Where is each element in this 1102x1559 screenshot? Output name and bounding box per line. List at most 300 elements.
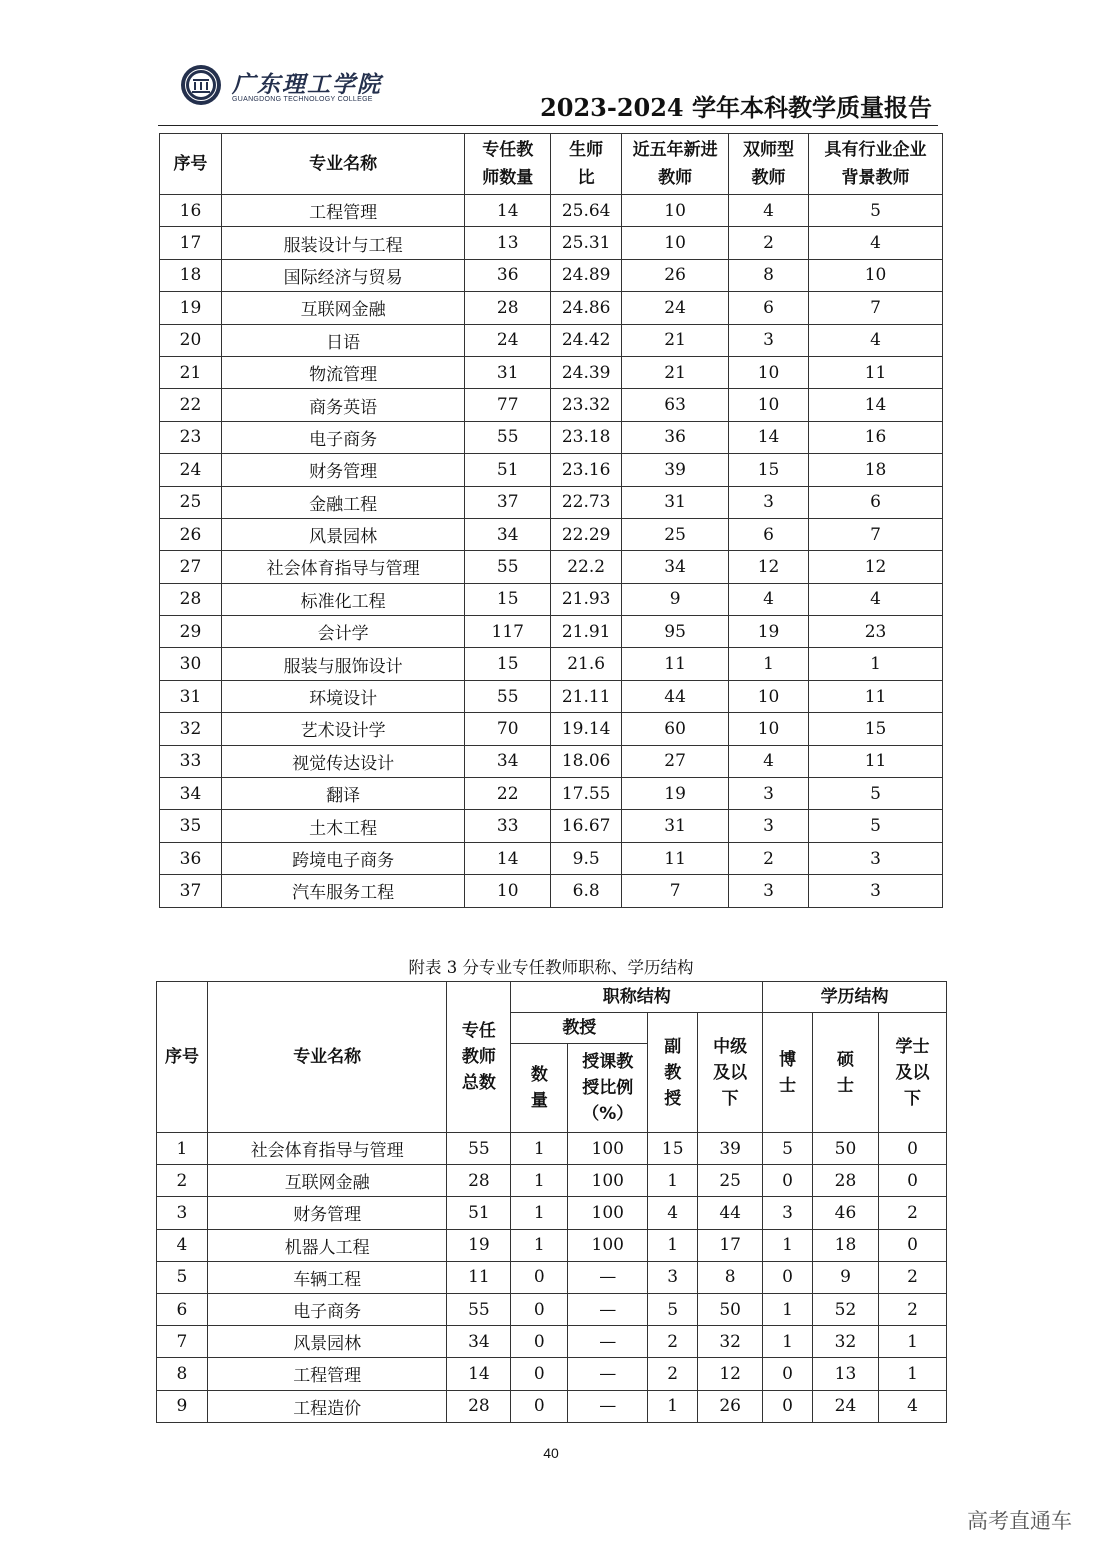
table-row xyxy=(160,778,943,810)
table-cell: 9 xyxy=(157,1390,208,1422)
major-name-cell: 风景园林 xyxy=(207,1326,447,1358)
table-cell: 23.18 xyxy=(551,421,622,453)
table-row xyxy=(157,1133,947,1165)
table-cell: 0 xyxy=(511,1358,568,1390)
table-cell: 28 xyxy=(160,583,222,615)
table-cell: 31 xyxy=(160,680,222,712)
table-cell: 0 xyxy=(511,1390,568,1422)
table-cell: 24.89 xyxy=(551,259,622,291)
table-cell: 0 xyxy=(511,1261,568,1293)
table-cell: 14 xyxy=(809,389,943,421)
major-name-cell: 电子商务 xyxy=(221,421,464,453)
major-name-cell: 风景园林 xyxy=(221,518,464,550)
table-row xyxy=(160,259,943,291)
table-row xyxy=(160,292,943,324)
table-cell: 4 xyxy=(729,195,809,227)
table-cell: 16 xyxy=(160,195,222,227)
table-cell: 16.67 xyxy=(551,810,622,842)
table-cell: 33 xyxy=(160,745,222,777)
table-cell: 3 xyxy=(157,1197,208,1229)
major-name-cell: 商务英语 xyxy=(221,389,464,421)
table-cell: 3 xyxy=(729,875,809,907)
table-cell: 2 xyxy=(648,1326,698,1358)
table-cell: 0 xyxy=(763,1261,813,1293)
table-cell: 3 xyxy=(729,324,809,356)
table-cell: 0 xyxy=(763,1390,813,1422)
table-row xyxy=(160,389,943,421)
table-cell: 15 xyxy=(809,713,943,745)
table-cell: 60 xyxy=(622,713,729,745)
table-cell: 55 xyxy=(465,421,551,453)
table-cell: 10 xyxy=(729,389,809,421)
table-cell: 7 xyxy=(809,518,943,550)
table-cell: 24.39 xyxy=(551,356,622,388)
table-cell: 3 xyxy=(809,842,943,874)
table-cell: 0 xyxy=(511,1326,568,1358)
table-cell: 19 xyxy=(160,292,222,324)
table-cell: — xyxy=(568,1261,648,1293)
table-cell: 31 xyxy=(465,356,551,388)
table-cell: 26 xyxy=(160,518,222,550)
table-row xyxy=(157,1165,947,1197)
table-cell: 25.31 xyxy=(551,227,622,259)
table-cell: 51 xyxy=(465,454,551,486)
table-cell: 34 xyxy=(622,551,729,583)
table-cell: 23 xyxy=(809,616,943,648)
table-cell: 30 xyxy=(160,648,222,680)
table-caption: 附表 3 分专业专任教师职称、学历结构 xyxy=(408,958,694,977)
table-cell: 32 xyxy=(813,1326,879,1358)
table-cell: 12 xyxy=(809,551,943,583)
header-student-teacher-ratio: 生师比 xyxy=(551,134,622,195)
header-industry-background: 具有行业企业背景教师 xyxy=(809,134,943,195)
table-cell: 1 xyxy=(809,648,943,680)
table-cell: 8 xyxy=(729,259,809,291)
table-cell: 55 xyxy=(447,1293,511,1325)
table-cell: 34 xyxy=(447,1326,511,1358)
major-name-cell: 车辆工程 xyxy=(207,1261,447,1293)
table-cell: 6 xyxy=(729,292,809,324)
major-name-cell: 跨境电子商务 xyxy=(221,842,464,874)
table-cell: 44 xyxy=(622,680,729,712)
table-row xyxy=(160,324,943,356)
table-cell: 11 xyxy=(809,680,943,712)
table-cell: 14 xyxy=(465,842,551,874)
table-cell: 19 xyxy=(622,778,729,810)
table-cell: 31 xyxy=(622,810,729,842)
header-professor-count: 数量 xyxy=(511,1044,568,1133)
table-cell: 2 xyxy=(648,1358,698,1390)
table-cell: 29 xyxy=(160,616,222,648)
table-row xyxy=(160,875,943,907)
table-cell: 25 xyxy=(160,486,222,518)
table-cell: 95 xyxy=(622,616,729,648)
table-cell: 1 xyxy=(511,1165,568,1197)
table-cell: 17.55 xyxy=(551,778,622,810)
logo-chinese-name: 广东理工学院 xyxy=(232,71,382,98)
table-cell: 21.11 xyxy=(551,680,622,712)
header-index: 序号 xyxy=(160,134,222,195)
major-name-cell: 财务管理 xyxy=(207,1197,447,1229)
table-cell: 1 xyxy=(648,1229,698,1261)
header-major: 专业名称 xyxy=(221,134,464,195)
header-divider xyxy=(158,125,938,126)
table-cell: 24 xyxy=(813,1390,879,1422)
table-cell: 19.14 xyxy=(551,713,622,745)
teacher-stats-table xyxy=(159,133,943,908)
table-cell: 4 xyxy=(157,1229,208,1261)
table-cell: 4 xyxy=(809,227,943,259)
table-cell: 32 xyxy=(698,1326,763,1358)
table-cell: 2 xyxy=(878,1261,946,1293)
major-name-cell: 互联网金融 xyxy=(221,292,464,324)
table-cell: 35 xyxy=(160,810,222,842)
table-cell: 11 xyxy=(622,842,729,874)
table-cell: 10 xyxy=(622,227,729,259)
table-cell: 46 xyxy=(813,1197,879,1229)
table-row xyxy=(157,1197,947,1229)
header-degree-structure: 学历结构 xyxy=(763,982,947,1013)
table-cell: 32 xyxy=(160,713,222,745)
table-cell: 4 xyxy=(729,745,809,777)
table-cell: 6 xyxy=(809,486,943,518)
header-teacher-count: 专任教师数量 xyxy=(465,134,551,195)
table-header-row xyxy=(157,982,947,1013)
table-cell: 1 xyxy=(157,1133,208,1165)
table-cell: 34 xyxy=(160,778,222,810)
table-cell: 10 xyxy=(809,259,943,291)
major-name-cell: 会计学 xyxy=(221,616,464,648)
table-row xyxy=(160,745,943,777)
table-cell: 0 xyxy=(878,1165,946,1197)
table-cell: 17 xyxy=(698,1229,763,1261)
table-cell: 5 xyxy=(809,778,943,810)
table-cell: 33 xyxy=(465,810,551,842)
table-cell: 11 xyxy=(809,745,943,777)
table-row xyxy=(160,421,943,453)
table-cell: 10 xyxy=(729,680,809,712)
table-cell: 100 xyxy=(568,1197,648,1229)
table-cell: 25 xyxy=(622,518,729,550)
table-cell: 5 xyxy=(157,1261,208,1293)
table-cell: 55 xyxy=(465,680,551,712)
table-cell: 12 xyxy=(698,1358,763,1390)
major-name-cell: 金融工程 xyxy=(221,486,464,518)
watermark: 高考直通车 xyxy=(967,1509,1072,1533)
major-name-cell: 工程造价 xyxy=(207,1390,447,1422)
table-cell: 1 xyxy=(648,1390,698,1422)
table-row xyxy=(157,1229,947,1261)
table-cell: 0 xyxy=(878,1133,946,1165)
table-cell: 3 xyxy=(648,1261,698,1293)
table-cell: 2 xyxy=(878,1293,946,1325)
header-professor: 教授 xyxy=(511,1013,648,1044)
major-name-cell: 社会体育指导与管理 xyxy=(221,551,464,583)
table-cell: 6 xyxy=(729,518,809,550)
table-cell: 28 xyxy=(813,1165,879,1197)
table-cell: 5 xyxy=(809,195,943,227)
table-cell: 15 xyxy=(465,648,551,680)
table-cell: 4 xyxy=(878,1390,946,1422)
table-row xyxy=(160,227,943,259)
table-cell: 16 xyxy=(809,421,943,453)
table-cell: 1 xyxy=(511,1229,568,1261)
table-cell: 22 xyxy=(160,389,222,421)
table-cell: 25 xyxy=(698,1165,763,1197)
table-cell: 3 xyxy=(729,778,809,810)
table-row xyxy=(160,616,943,648)
table-cell: 0 xyxy=(763,1358,813,1390)
table-row xyxy=(160,518,943,550)
major-name-cell: 翻译 xyxy=(221,778,464,810)
major-name-cell: 财务管理 xyxy=(221,454,464,486)
table-cell: — xyxy=(568,1326,648,1358)
table-row xyxy=(157,1293,947,1325)
table-cell: 37 xyxy=(160,875,222,907)
table-row xyxy=(157,1390,947,1422)
table-row xyxy=(157,1261,947,1293)
table-cell: 14 xyxy=(465,195,551,227)
table-cell: 18 xyxy=(813,1229,879,1261)
table-cell: 8 xyxy=(698,1261,763,1293)
table-cell: 19 xyxy=(447,1229,511,1261)
table-cell: 36 xyxy=(622,421,729,453)
major-name-cell: 日语 xyxy=(221,324,464,356)
header-teaching-professor-ratio: 授课教授比例（%） xyxy=(568,1044,648,1133)
table-cell: 18.06 xyxy=(551,745,622,777)
table-cell: 3 xyxy=(729,810,809,842)
table-cell: 18 xyxy=(160,259,222,291)
table-cell: 1 xyxy=(729,648,809,680)
table-cell: 55 xyxy=(465,551,551,583)
header-total-teachers: 专任教师总数 xyxy=(447,982,511,1133)
table-cell: 5 xyxy=(648,1293,698,1325)
table-cell: 6 xyxy=(157,1293,208,1325)
table-row xyxy=(160,648,943,680)
major-name-cell: 服装与服饰设计 xyxy=(221,648,464,680)
table-row xyxy=(160,713,943,745)
table-cell: 1 xyxy=(878,1358,946,1390)
table-cell: 21 xyxy=(160,356,222,388)
header-title-structure: 职称结构 xyxy=(511,982,763,1013)
table-cell: 10 xyxy=(729,713,809,745)
table-cell: 3 xyxy=(729,486,809,518)
major-name-cell: 物流管理 xyxy=(221,356,464,388)
table-cell: — xyxy=(568,1358,648,1390)
table-cell: 34 xyxy=(465,745,551,777)
table-cell: 8 xyxy=(157,1358,208,1390)
table-cell: 100 xyxy=(568,1229,648,1261)
major-name-cell: 机器人工程 xyxy=(207,1229,447,1261)
header-mid-level-below: 中级及以下 xyxy=(698,1013,763,1133)
table-cell: 22.29 xyxy=(551,518,622,550)
major-name-cell: 互联网金融 xyxy=(207,1165,447,1197)
table-cell: 7 xyxy=(622,875,729,907)
table-cell: 10 xyxy=(622,195,729,227)
table-row xyxy=(160,583,943,615)
logo-english-name: GUANGDONG TECHNOLOGY COLLEGE xyxy=(232,96,373,103)
major-name-cell: 社会体育指导与管理 xyxy=(207,1133,447,1165)
table-cell: 36 xyxy=(465,259,551,291)
table-cell: 26 xyxy=(698,1390,763,1422)
table-row xyxy=(160,486,943,518)
table-cell: 1 xyxy=(511,1197,568,1229)
major-name-cell: 标准化工程 xyxy=(221,583,464,615)
table-cell: 15 xyxy=(465,583,551,615)
table-row xyxy=(160,842,943,874)
table-cell: 50 xyxy=(698,1293,763,1325)
table-cell: 21 xyxy=(622,356,729,388)
table-cell: 0 xyxy=(878,1229,946,1261)
table-cell: 51 xyxy=(447,1197,511,1229)
table-cell: 13 xyxy=(465,227,551,259)
table-cell: 28 xyxy=(447,1390,511,1422)
table-cell: 27 xyxy=(622,745,729,777)
header-bachelor-below: 学士及以下 xyxy=(878,1013,946,1133)
table-cell: 23 xyxy=(160,421,222,453)
table-cell: 23.16 xyxy=(551,454,622,486)
table-cell: 6.8 xyxy=(551,875,622,907)
table-cell: 4 xyxy=(809,583,943,615)
major-name-cell: 环境设计 xyxy=(221,680,464,712)
table-cell: 2 xyxy=(157,1165,208,1197)
table-cell: 9 xyxy=(622,583,729,615)
table-cell: 4 xyxy=(809,324,943,356)
table-cell: 1 xyxy=(763,1229,813,1261)
table-cell: 18 xyxy=(809,454,943,486)
header-index: 序号 xyxy=(157,982,208,1133)
table-cell: 24.42 xyxy=(551,324,622,356)
table-row xyxy=(160,454,943,486)
table-cell: 39 xyxy=(622,454,729,486)
table-cell: 11 xyxy=(447,1261,511,1293)
table-cell: 24 xyxy=(465,324,551,356)
table-cell: 22.2 xyxy=(551,551,622,583)
table-cell: 117 xyxy=(465,616,551,648)
table-cell: 34 xyxy=(465,518,551,550)
major-name-cell: 工程管理 xyxy=(221,195,464,227)
major-name-cell: 工程管理 xyxy=(207,1358,447,1390)
table-row xyxy=(157,1326,947,1358)
table-cell: — xyxy=(568,1293,648,1325)
table-cell: 23.32 xyxy=(551,389,622,421)
table-cell: 0 xyxy=(511,1293,568,1325)
table-row xyxy=(160,680,943,712)
table-cell: 3 xyxy=(809,875,943,907)
table-row xyxy=(157,1358,947,1390)
table-cell: 21.6 xyxy=(551,648,622,680)
table-cell: 19 xyxy=(729,616,809,648)
table-cell: 4 xyxy=(648,1197,698,1229)
table-cell: 25.64 xyxy=(551,195,622,227)
table-row xyxy=(160,810,943,842)
table-cell: 77 xyxy=(465,389,551,421)
major-name-cell: 视觉传达设计 xyxy=(221,745,464,777)
table-cell: 1 xyxy=(763,1293,813,1325)
header-dual-qualified: 双师型教师 xyxy=(729,134,809,195)
table-cell: 24 xyxy=(622,292,729,324)
table-cell: 28 xyxy=(447,1165,511,1197)
major-name-cell: 服装设计与工程 xyxy=(221,227,464,259)
table-cell: 63 xyxy=(622,389,729,421)
table-cell: 39 xyxy=(698,1133,763,1165)
table-cell: 27 xyxy=(160,551,222,583)
table-cell: 15 xyxy=(648,1133,698,1165)
table-cell: 1 xyxy=(878,1326,946,1358)
table-cell: 5 xyxy=(809,810,943,842)
table-cell: 55 xyxy=(447,1133,511,1165)
table-cell: 2 xyxy=(878,1197,946,1229)
table-cell: 13 xyxy=(813,1358,879,1390)
table-cell: 14 xyxy=(729,421,809,453)
header-phd: 博士 xyxy=(763,1013,813,1133)
table-cell: 22 xyxy=(465,778,551,810)
table-cell: 15 xyxy=(729,454,809,486)
major-name-cell: 艺术设计学 xyxy=(221,713,464,745)
table-cell: 50 xyxy=(813,1133,879,1165)
table-cell: 7 xyxy=(809,292,943,324)
table-cell: 14 xyxy=(447,1358,511,1390)
header-master: 硕士 xyxy=(813,1013,879,1133)
table-cell: 21.93 xyxy=(551,583,622,615)
table-cell: 2 xyxy=(729,227,809,259)
table-cell: 11 xyxy=(622,648,729,680)
table-body xyxy=(160,195,943,908)
table-cell: 22.73 xyxy=(551,486,622,518)
report-title: 2023-2024 学年本科教学质量报告 xyxy=(540,93,932,122)
table-cell: 5 xyxy=(763,1133,813,1165)
table-cell: 7 xyxy=(157,1326,208,1358)
table-cell: 2 xyxy=(729,842,809,874)
table-cell: 1 xyxy=(763,1326,813,1358)
table-cell: 10 xyxy=(729,356,809,388)
table-cell: 20 xyxy=(160,324,222,356)
table-row xyxy=(160,195,943,227)
table-cell: 9.5 xyxy=(551,842,622,874)
table-cell: 1 xyxy=(511,1133,568,1165)
major-name-cell: 汽车服务工程 xyxy=(221,875,464,907)
table-cell: 31 xyxy=(622,486,729,518)
page-header xyxy=(158,58,938,128)
header-major: 专业名称 xyxy=(207,982,447,1133)
table-cell: 17 xyxy=(160,227,222,259)
table-cell: 37 xyxy=(465,486,551,518)
header-associate-professor: 副教授 xyxy=(648,1013,698,1133)
table-cell: 70 xyxy=(465,713,551,745)
table-cell: 21 xyxy=(622,324,729,356)
table-cell: 24 xyxy=(160,454,222,486)
table-header-row xyxy=(160,134,943,195)
table-cell: 1 xyxy=(648,1165,698,1197)
table-cell: 26 xyxy=(622,259,729,291)
major-name-cell: 国际经济与贸易 xyxy=(221,259,464,291)
table-cell: — xyxy=(568,1390,648,1422)
table-cell: 9 xyxy=(813,1261,879,1293)
major-name-cell: 土木工程 xyxy=(221,810,464,842)
table-cell: 4 xyxy=(729,583,809,615)
table-cell: 36 xyxy=(160,842,222,874)
table-cell: 3 xyxy=(763,1197,813,1229)
table-cell: 44 xyxy=(698,1197,763,1229)
table-row xyxy=(160,551,943,583)
table-cell: 0 xyxy=(763,1165,813,1197)
table-cell: 52 xyxy=(813,1293,879,1325)
table-body xyxy=(157,1133,947,1423)
title-degree-table xyxy=(156,981,947,1423)
major-name-cell: 电子商务 xyxy=(207,1293,447,1325)
header-new-teachers: 近五年新进教师 xyxy=(622,134,729,195)
table-cell: 10 xyxy=(465,875,551,907)
